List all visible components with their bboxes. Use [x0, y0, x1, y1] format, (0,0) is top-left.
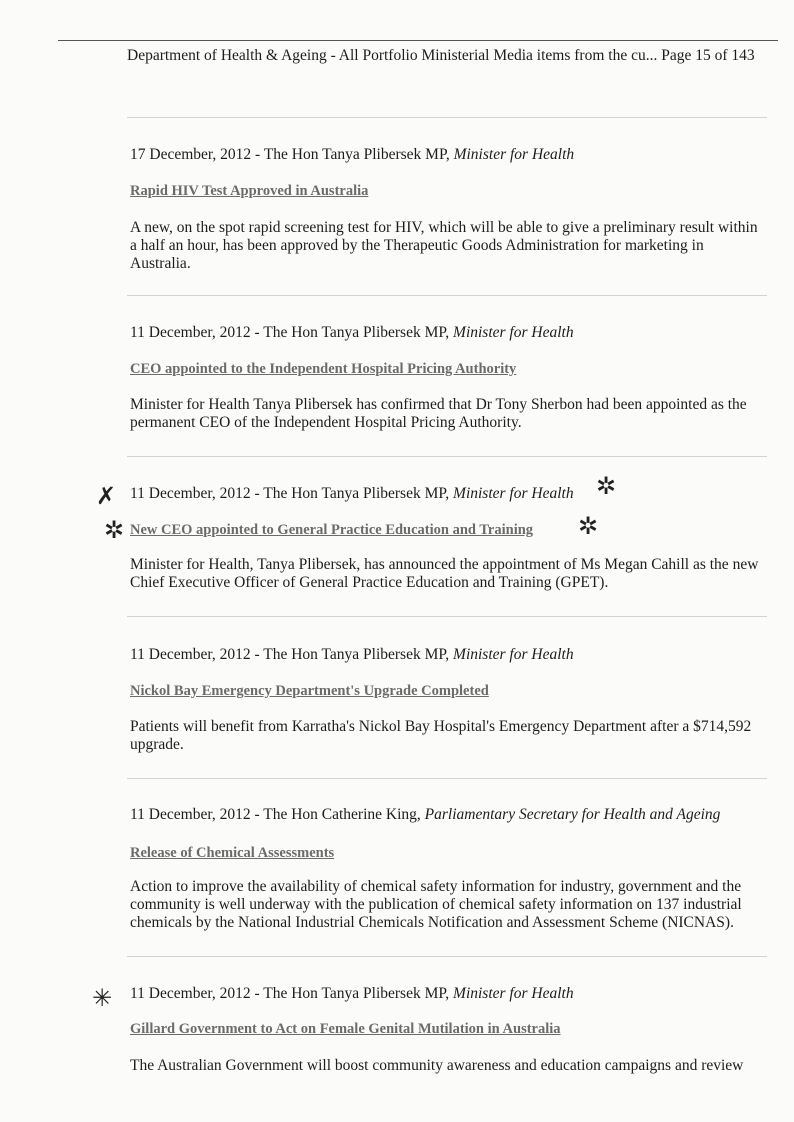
item-meta: [130, 806, 720, 824]
item-summary: A new, on the spot rapid screening test for HIV, which will be able to give a preliminary result within a half an hour, has been approved by the Therapeutic Goods Administration for marketing in Australia.: [130, 219, 758, 272]
item-date-speaker: 11 December, 2012 - The Hon Tanya Plibersek MP,: [130, 646, 450, 663]
separator: [127, 117, 767, 118]
item-summary: Minister for Health Tanya Plibersek has confirmed that Dr Tony Sherbon had been appointed as the permanent CEO of the Independent Hospital Pricing Authority.: [130, 396, 747, 431]
item-date-speaker: 11 December, 2012 - The Hon Tanya Plibersek MP,: [130, 324, 450, 341]
item-meta: [130, 485, 574, 503]
item-role: Minister for Health: [453, 646, 574, 663]
item-title-link[interactable]: Gillard Government to Act on Female Genital Mutilation in Australia: [130, 1021, 561, 1037]
handwritten-asterisk-icon: ✳: [92, 984, 113, 1012]
item-meta: [130, 146, 574, 164]
item-title-link[interactable]: Rapid HIV Test Approved in Australia: [130, 183, 369, 199]
handwritten-asterisk-icon: ✲: [578, 512, 599, 540]
item-title-link[interactable]: CEO appointed to the Independent Hospital Pricing Authority: [130, 361, 517, 377]
item-role: Minister for Health: [453, 485, 574, 502]
page-header: Department of Health & Ageing - All Portfolio Ministerial Media items from the cu... Page 15 of 143: [127, 47, 755, 64]
item-date-speaker: 11 December, 2012 - The Hon Catherine King,: [130, 806, 421, 823]
handwritten-asterisk-icon: ✲: [596, 472, 617, 500]
item-summary: Minister for Health, Tanya Plibersek, has announced the appointment of Ms Megan Cahill as the new Chief Executive Officer of General Practice Education and Training (GPET).: [130, 556, 759, 591]
item-title-link[interactable]: Nickol Bay Emergency Department's Upgrade Completed: [130, 683, 489, 699]
top-rule: [58, 40, 778, 41]
handwritten-asterisk-icon: ✗: [96, 482, 117, 510]
item-summary: Action to improve the availability of chemical safety information for industry, government and the community is well underway with the publication of chemical safety information on 137 industrial chemicals by the National Industrial Chemicals Notification and Assessment Scheme (NICNAS).: [130, 878, 742, 931]
item-role: Parliamentary Secretary for Health and Ageing: [424, 806, 721, 823]
item-title-link[interactable]: New CEO appointed to General Practice Education and Training: [130, 522, 534, 538]
item-date-speaker: 11 December, 2012 - The Hon Tanya Plibersek MP,: [130, 985, 450, 1002]
item-summary: The Australian Government will boost community awareness and education campaigns and review: [130, 1057, 744, 1074]
separator: [127, 456, 767, 457]
item-meta: [130, 324, 574, 342]
handwritten-asterisk-icon: ✲: [104, 516, 125, 544]
separator: [127, 778, 767, 779]
separator: [127, 295, 767, 296]
item-role: Minister for Health: [453, 985, 574, 1002]
item-date-speaker: 11 December, 2012 - The Hon Tanya Plibersek MP,: [130, 485, 450, 502]
item-meta: [130, 985, 574, 1003]
item-role: Minister for Health: [453, 146, 575, 163]
item-date-speaker: 17 December, 2012 - The Hon Tanya Plibersek MP,: [130, 146, 450, 163]
item-role: Minister for Health: [453, 324, 574, 341]
item-title-link[interactable]: Release of Chemical Assessments: [130, 845, 335, 861]
separator: [127, 616, 767, 617]
item-meta: [130, 646, 574, 664]
item-summary: Patients will benefit from Karratha's Nickol Bay Hospital's Emergency Department after a $714,592 upgrade.: [130, 718, 752, 753]
separator: [127, 956, 767, 957]
